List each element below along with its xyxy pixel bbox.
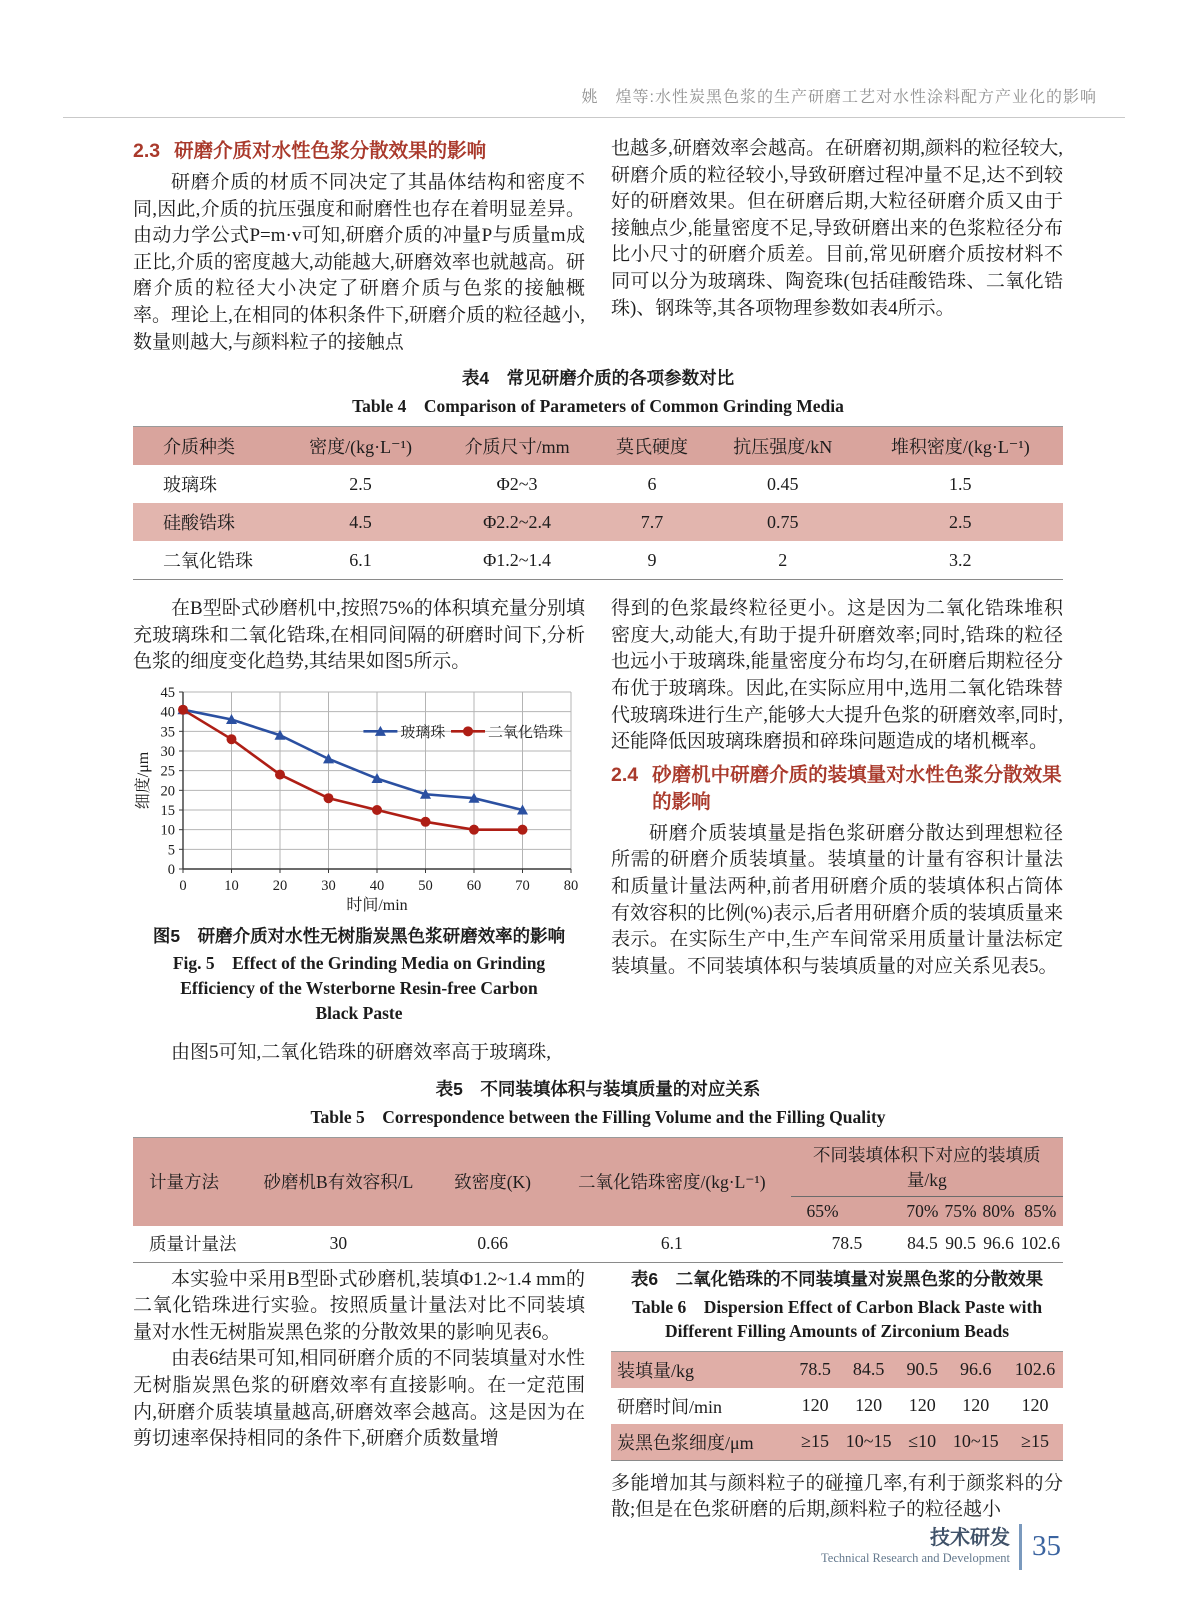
- footer-section-cn: 技术研发: [930, 1527, 1010, 1550]
- svg-text:10: 10: [224, 877, 239, 894]
- footer-divider: [1019, 1524, 1022, 1570]
- table-row: 装填量/kg 78.5 84.5 90.5 96.6 102.6: [611, 1351, 1063, 1388]
- content-row-1: [133, 136, 1063, 356]
- col-header: 85%: [1018, 1196, 1063, 1226]
- col-header: 计量方法: [133, 1137, 245, 1226]
- content-row-2: [133, 596, 1063, 1066]
- table4: [133, 426, 1063, 580]
- col-header: 砂磨机B有效容积/L: [245, 1137, 433, 1226]
- svg-text:时间/min: 时间/min: [346, 896, 408, 914]
- paragraph: 在B型卧式砂磨机中,按照75%的体积填充量分别填充玻璃珠和二氧化锆珠,在相同间隔的研磨时间下,分析色浆的细度变化趋势,其结果如图5所示。: [133, 598, 585, 673]
- col-header: 二氧化锆珠密度/(kg·L⁻¹): [553, 1137, 790, 1226]
- col-header: 致密度(K): [432, 1137, 553, 1226]
- col-header: 70%: [903, 1196, 941, 1226]
- svg-text:0: 0: [179, 877, 187, 894]
- table5-caption-en: Table 5 Correspondence between the Filling Volume and the Filling Quality: [310, 1106, 886, 1127]
- content-row-3: [133, 1267, 1063, 1524]
- table5-header-row-1: [133, 1137, 1063, 1196]
- paragraph: 得到的色浆最终粒径更小。这是因为二氧化锆珠堆积密度大,动能大,有助于提升研磨效率;同时,锆珠的粒径也远小于玻璃珠,能量密度分布均匀,在研磨后期粒径分布优于玻璃珠。因此,在实际应用中,选用二氧化锆珠替代玻璃珠进行生产,能够大大提升色浆的研磨效率,同时,还能降低因玻璃珠磨损和碎珠问题造成的堵机概率。: [611, 598, 1063, 753]
- table-row: 硅酸锆珠 4.5 Φ2.2~2.4 7.7 0.75 2.5: [133, 503, 1063, 541]
- col-header: 80%: [980, 1196, 1018, 1226]
- group-header: 不同装填体积下对应的装填质量/kg: [791, 1137, 1063, 1196]
- header-rule: [63, 117, 1125, 118]
- svg-text:玻璃珠: 玻璃珠: [400, 724, 446, 741]
- figure5-caption-en: Fig. 5 Effect of the Grinding Media on Grinding Efficiency of the Wsterborne Resin-free Carbon Black Paste: [172, 952, 546, 1023]
- table-row: 研磨时间/min 120 120 120 120 120: [617, 1395, 1049, 1417]
- col-header: 密度/(kg·L⁻¹): [309, 437, 412, 458]
- table-row: 炭黑色浆细度/μm ≥15 10~15 ≤10 10~15 ≥15: [611, 1424, 1063, 1461]
- right-column-2: [611, 596, 1063, 1066]
- paragraph: 多能增加其与颜料粒子的碰撞几率,有利于颜浆料的分散;但是在色浆研磨的后期,颜料粒子的粒径越小: [611, 1472, 1063, 1521]
- section-2-3-heading: [133, 138, 585, 165]
- svg-text:30: 30: [160, 743, 175, 760]
- svg-text:40: 40: [160, 704, 175, 721]
- svg-text:0: 0: [167, 861, 175, 878]
- table4-caption-cn: 表4 常见研磨介质的各项参数对比: [461, 368, 735, 389]
- section-2-4-heading: [611, 762, 1063, 816]
- svg-text:细度/μm: 细度/μm: [135, 751, 152, 810]
- footer-section-en: Technical Research and Development: [821, 1551, 1010, 1566]
- table6-caption-en: Table 6 Dispersion Effect of Carbon Black Paste with Different Filling Amounts of Zirconium Beads: [631, 1296, 1043, 1341]
- svg-text:30: 30: [321, 877, 336, 894]
- table4-caption-en: Table 4 Comparison of Parameters of Common Grinding Media: [352, 396, 844, 417]
- svg-text:20: 20: [272, 877, 288, 894]
- section-number: 2.4: [611, 763, 639, 786]
- col-header: 介质种类: [163, 437, 235, 458]
- col-header: 介质尺寸/mm: [464, 437, 570, 458]
- table6: [611, 1351, 1063, 1461]
- col-header: 65%: [791, 1196, 904, 1226]
- left-column-1: [133, 136, 585, 356]
- right-column-3: [611, 1267, 1063, 1524]
- section-title: 研磨介质对水性色浆分散效果的影响: [174, 140, 487, 162]
- table-row: 玻璃珠 2.5 Φ2~3 6 0.45 1.5: [163, 473, 972, 496]
- paragraph: 研磨介质的材质不同决定了其晶体结构和密度不同,因此,介质的抗压强度和耐磨性也存在着明显差异。由动力学公式P=m·v可知,研磨介质的冲量P与质量m成正比,介质的密度越大,动能越大,研磨效率也就越高。研磨介质的粒径大小决定了研磨介质与色浆的接触概率。理论上,在相同的体积条件下,研磨介质的粒径越小,数量则越大,与颜料粒子的接触点: [133, 172, 585, 353]
- svg-text:5: 5: [167, 842, 175, 859]
- svg-text:60: 60: [466, 877, 482, 894]
- svg-text:35: 35: [160, 724, 175, 741]
- page-footer: [133, 1524, 1063, 1570]
- table4-header-row: [133, 427, 1063, 466]
- figure5-line-chart: [133, 682, 585, 922]
- paragraph: 由图5可知,二氧化锆珠的研磨效率高于玻璃珠,: [171, 1041, 552, 1063]
- svg-text:45: 45: [160, 684, 175, 701]
- svg-text:70: 70: [515, 877, 530, 894]
- svg-text:15: 15: [160, 802, 175, 819]
- svg-text:25: 25: [160, 763, 175, 780]
- table5-block: [133, 1067, 1063, 1267]
- col-header: 莫氏硬度: [616, 437, 689, 458]
- section-number: 2.3: [133, 140, 161, 162]
- figure5-caption-cn: 图5 研磨介质对水性无树脂炭黑色浆研磨效率的影响: [152, 925, 566, 946]
- paragraph: 研磨介质装填量是指色浆研磨分散达到理想粒径所需的研磨介质装填量。装填量的计量有容积计量法和质量计量法两种,前者用研磨介质的装填体积占筒体有效容积的比例(%)表示,后者用研磨介质的装填质量来表示。在实际生产中,生产车间常采用质量计量法标定装填量。不同装填体积与装填质量的对应关系见表5。: [611, 822, 1063, 977]
- paragraph: 也越多,研磨效率会越高。在研磨初期,颜料的粒径较大,研磨介质的粒径较小,导致研磨过程冲量不足,达不到较好的研磨效果。但在研磨后期,大粒径研磨介质又由于接触点少,能量密度不足,导致研磨出来的色浆粒径分布比小尺寸的研磨介质差。目前,常见研磨介质按材料不同可以分为玻璃珠、陶瓷珠(包括硅酸锆珠、二氧化锆珠)、钢珠等,其各项物理参数如表4所示。: [611, 138, 1063, 319]
- table-row: 质量计量法 30 0.66 6.1 78.5 84.5 90.5 96.6 102.6: [149, 1233, 1060, 1255]
- page-number: 35: [1032, 1530, 1061, 1563]
- table-row: 二氧化锆珠 6.1 Φ1.2~1.4 9 2 3.2: [163, 549, 972, 572]
- svg-text:40: 40: [369, 877, 385, 894]
- running-head: 姚 煌等:水性炭黑色浆的生产研磨工艺对水性涂料配方产业化的影响: [581, 89, 1097, 106]
- svg-text:80: 80: [563, 877, 579, 894]
- svg-text:10: 10: [160, 822, 175, 839]
- svg-text:50: 50: [418, 877, 433, 894]
- table6-caption-cn: 表6 二氧化锆珠的不同装填量对炭黑色浆的分散效果: [630, 1268, 1044, 1289]
- left-column-2: [133, 596, 585, 1066]
- left-column-3: [133, 1267, 585, 1524]
- paragraph: 本实验中采用B型卧式砂磨机,装填Φ1.2~1.4 mm的二氧化锆珠进行实验。按照质量计量法对比不同装填量对水性无树脂炭黑色浆的分散效果的影响见表6。: [133, 1268, 585, 1343]
- right-column-1: [611, 136, 1063, 356]
- paragraph: 由表6结果可知,相同研磨介质的不同装填量对水性无树脂炭黑色浆的研磨效率有直接影响。在一定范围内,研磨介质装填量越高,研磨效率会越高。这是因为在剪切速率保持相同的条件下,研磨介质数量增: [133, 1348, 585, 1450]
- section-title: 砂磨机中研磨介质的装填量对水性色浆分散效果的影响: [652, 763, 1062, 813]
- table4-block: [133, 356, 1063, 586]
- col-header: 堆积密度/(kg·L⁻¹): [890, 437, 1030, 458]
- col-header: 抗压强度/kN: [733, 437, 833, 458]
- col-header: 75%: [941, 1196, 979, 1226]
- svg-text:20: 20: [160, 783, 175, 800]
- table5-caption-cn: 表5 不同装填体积与装填质量的对应关系: [435, 1078, 761, 1099]
- table5: [133, 1137, 1063, 1263]
- svg-text:二氧化锆珠: 二氧化锆珠: [488, 724, 564, 741]
- footer-section: [821, 1526, 1010, 1567]
